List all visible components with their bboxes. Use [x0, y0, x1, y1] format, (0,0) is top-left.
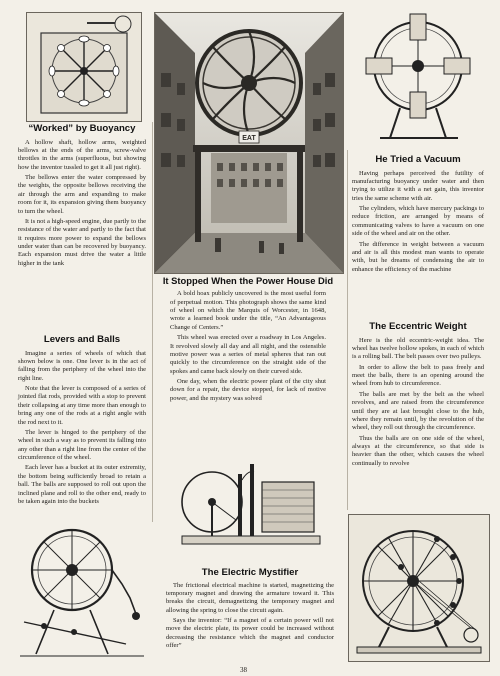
- vacuum-paragraph: The cylinders, which have mercury packings to reduce friction, are arranged by means of communicating valves to have a vacuum on one side of the wheel and air on the other.: [352, 205, 484, 238]
- vacuum-drawing: [360, 8, 478, 146]
- buoyancy-paragraph: It is not a high-speed engine, due partly to the resistance of the water and partly to the fact that it requires more power to expand the bellows under water than can be recovered by buoyancy. Each expansion must drive the water a little higher in the tank: [18, 217, 146, 267]
- eccentric-paragraph: The balls are met by the belt as the wheel revolves, and are raised from the circumference until they are at last brought close to the hub, where they remain until, by the revolution of the wheel, they roll out through the circumference.: [352, 390, 484, 432]
- electric-mystifier-illustration: [176, 460, 326, 558]
- vacuum-heading: He Tried a Vacuum: [375, 154, 461, 165]
- power-house-caption: It Stopped When the Power House Did: [162, 275, 334, 286]
- buoyancy-wheel-drawing: [27, 13, 141, 121]
- column-rule-left: [152, 122, 153, 522]
- mystifier-section: [166, 568, 334, 653]
- power-house-paragraph: This wheel was erected over a roadway in Los Angeles. It revolved slowly all day and all night, and the ostensible motive power was a series of metal spheres that ran out quickly to the circumference on the straight side of the spokes and came back slowly on their curved side.: [170, 334, 326, 375]
- vacuum-wheel-illustration: [360, 8, 478, 146]
- eccentric-paragraph: Thus the balls are on one side of the wheel, always at the circumference, so that side is heavier than the other, which causes the wheel continually to revolve: [352, 434, 484, 467]
- power-house-paragraph: A bold hoax publicly uncovered is the most useful form of perpetual motion. This photograph shows the same kind of wheel on which the Marquis of Worcester, in 1648, wrote a learned book under the title, “An Advantageous Change of Centers.”: [170, 290, 326, 331]
- levers-paragraph: Note that the lever is composed of a series of jointed flat rods, provided with a stop to prevent their collapsing at any time more than enough to bring any one of the rods at a right angle with the rod next to it.: [18, 385, 146, 426]
- vacuum-paragraph: Having perhaps perceived the futility of manufacturing buoyancy under water and then trying to utilize it with a net gain, this inventor tries the same scheme with air.: [352, 169, 484, 202]
- eccentric-drawing: [349, 515, 489, 661]
- levers-section: [18, 335, 146, 508]
- eccentric-paragraph: Here is the old eccentric-weight idea. The wheel has twelve hollow spokes, in each of which is a rolling ball. The belt passes over two pulleys.: [352, 336, 484, 361]
- levers-paragraph: Each lever has a bucket at its outer extremity, the bottom being sufficiently broad to retain a ball. The balls are supposed to roll out upon the inclined plane and roll to the other end, ready to be taken again into the buckets: [18, 464, 146, 505]
- mystifier-paragraph: The frictional electrical machine is started, magnetizing the temporary magnet and drawing the armature toward it. This breaks the circuit, demagnetizing the temporary magnet and allowing the spring to close the circuit again.: [166, 581, 334, 614]
- power-house-body: [156, 290, 340, 403]
- mystifier-heading: The Electric Mystifier: [201, 567, 299, 578]
- power-house-paragraph: One day, when the electric power plant of the city shut down for a repair, the device stopped, for lack of motive power, and the mystery was solved: [170, 378, 326, 402]
- column-rule-right: [347, 150, 348, 510]
- buoyancy-paragraph: A hollow shaft, hollow arms, weighted bellows at the ends of the arms, screw-valve throttles in the arms (superfluous, but showing how the inventor tussled to get it all just right).: [18, 138, 146, 171]
- eccentric-heading: The Eccentric Weight: [369, 321, 467, 332]
- photo-sign-text: EAT: [242, 135, 256, 142]
- eccentric-section: [352, 322, 484, 470]
- levers-wheel-drawing: [14, 522, 150, 660]
- levers-heading: Levers and Balls: [43, 334, 121, 345]
- buoyancy-paragraph: The bellows enter the water compressed by the weights, the opposite bellows receiving the air through the arm and expanding to make room for it, its expansion giving them buoyancy to turn the wheel.: [18, 174, 146, 215]
- mystifier-drawing: [176, 460, 326, 558]
- vacuum-paragraph: The difference in weight between a vacuum and air is all this modest man wants to operate with, but he dreams of condensing the air to enhance the efficiency of the machine: [352, 240, 484, 273]
- buoyancy-wheel-illustration: [26, 12, 142, 122]
- eccentric-wheel-illustration: [348, 514, 490, 662]
- mystifier-paragraph: Says the inventor: “If a magnet of a certain power will not move the electric plate, its power could be increased without decreasing the resistance which the magnet and conductor offer”: [166, 617, 334, 650]
- vacuum-section: [352, 155, 484, 276]
- levers-paragraph: The lever is hinged to the periphery of the wheel in such a way as to prevent its falling into any other than a right line from the center of the circumference of the wheel.: [18, 428, 146, 462]
- power-house-section: [156, 276, 340, 405]
- buoyancy-section: [18, 124, 146, 270]
- page-number: 38: [240, 666, 247, 674]
- eccentric-paragraph: In order to allow the belt to pass freely and meet the balls, there is an opening around the wheel from hub to circumference.: [352, 363, 484, 388]
- buoyancy-heading: “Worked” by Buoyancy: [28, 123, 136, 134]
- levers-wheel-illustration: [14, 522, 150, 660]
- power-house-photo: [154, 12, 344, 274]
- levers-paragraph: Imagine a series of wheels of which that shown below is one. One lever is in the act of falling from the periphery of the wheel into the right line.: [18, 349, 146, 382]
- street-wheel-photo: [155, 13, 343, 273]
